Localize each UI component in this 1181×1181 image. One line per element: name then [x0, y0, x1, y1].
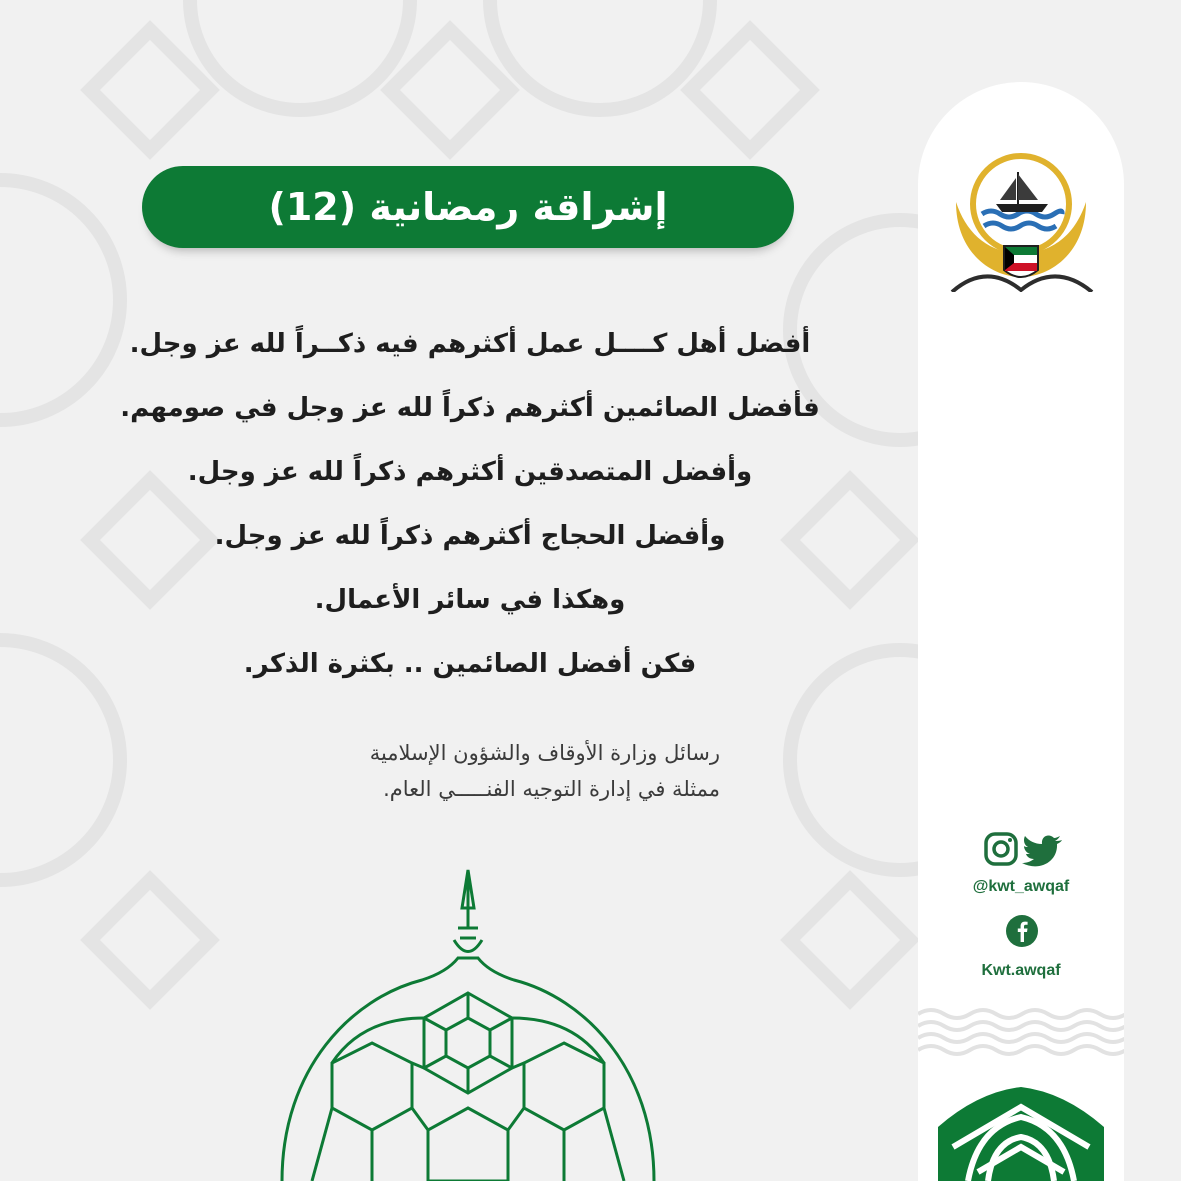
- twitter-icon[interactable]: [1022, 836, 1062, 867]
- message-line: فكن أفضل الصائمين .. بكثرة الذكر.: [243, 649, 697, 679]
- social-handle[interactable]: @kwt_awqaf: [972, 878, 1070, 895]
- message-line: وهكذا في سائر الأعمال.: [314, 585, 626, 615]
- islamic-knot-ornament: [918, 1082, 1124, 1181]
- attribution: [200, 735, 720, 807]
- message-body: [60, 312, 880, 696]
- instagram-icon[interactable]: [986, 834, 1016, 864]
- social-icons-row: [984, 832, 1064, 868]
- message-line: وأفضل المتصدقين أكثرهم ذكراً لله عز وجل.: [187, 457, 753, 487]
- message-line: فأفضل الصائمين أكثرهم ذكراً لله عز وجل في صومهم.: [120, 393, 820, 423]
- attribution-line: ممثلة في إدارة التوجيه الفنـــــي العام.: [383, 777, 720, 801]
- attribution-line: رسائل وزارة الأوقاف والشؤون الإسلامية: [369, 741, 720, 765]
- mosque-dome-illustration: [272, 868, 664, 1181]
- page-title: إشراقة رمضانية (12): [268, 185, 668, 229]
- wave-decoration: [918, 1002, 1124, 1062]
- sidebar: [918, 82, 1124, 1181]
- kuwait-emblem-logo: [946, 142, 1096, 292]
- message-line: وأفضل الحجاج أكثرهم ذكراً لله عز وجل.: [214, 521, 726, 551]
- facebook-handle[interactable]: Kwt.awqaf: [981, 962, 1061, 979]
- title-banner: [142, 166, 794, 248]
- facebook-icon[interactable]: [1005, 914, 1039, 948]
- message-line: أفضل أهل كــــل عمل أكثرهم فيه ذكــراً لله عز وجل.: [129, 329, 811, 359]
